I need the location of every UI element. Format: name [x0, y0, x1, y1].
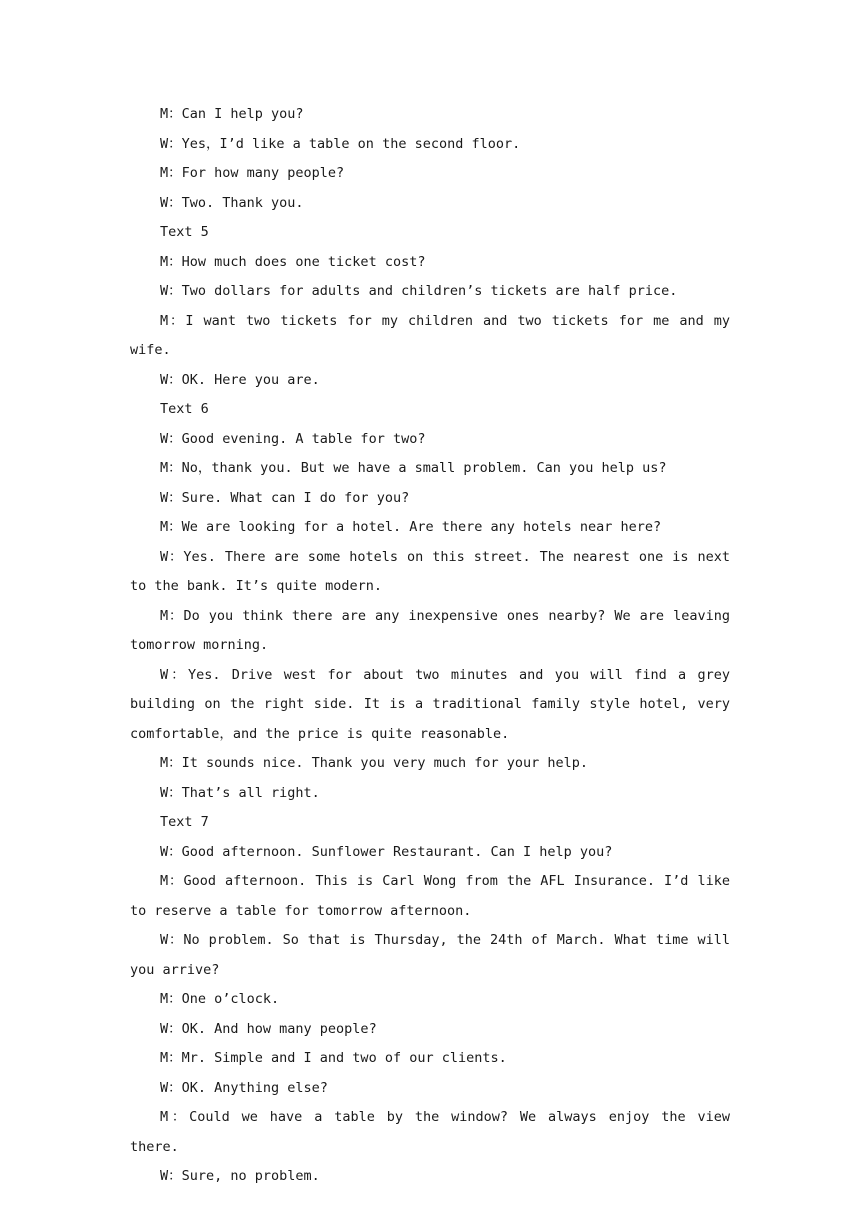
dialogue-line: M：Mr. Simple and I and two of our clients. [160, 1050, 507, 1066]
dialogue-line: W：Good afternoon. Sunflower Restaurant. Can I help you? [160, 843, 613, 860]
dialogue-line: M：For how many people? [160, 165, 345, 181]
dialogue-line: M：How much does one ticket cost? [160, 253, 426, 270]
dialogue-line: W：Good evening. A table for two? [160, 430, 426, 447]
dialogue-line: W：Yes，I’d like a table on the second floor. [160, 135, 521, 152]
dialogue-line: W：Sure, no problem. [160, 1168, 320, 1184]
transcript-body [130, 100, 730, 1192]
dialogue-line: W：Yes. Drive west for about two minutes and you will find a grey building on the right side. It is a traditional family style hotel, very comfortable，and the price is quite reasonable. [130, 666, 730, 742]
section-heading: Text 5 [160, 224, 209, 240]
dialogue-line: M：We are looking for a hotel. Are there any hotels near here? [160, 519, 662, 535]
dialogue-line: W：Sure. What can I do for you? [160, 489, 410, 506]
dialogue-line: M：It sounds nice. Thank you very much for your help. [160, 755, 589, 771]
dialogue-line: M：Can I help you? [160, 106, 304, 122]
dialogue-line: M：One o’clock. [160, 991, 280, 1007]
dialogue-line: W：Two. Thank you. [160, 194, 304, 211]
dialogue-line: W：OK. And how many people? [160, 1020, 377, 1037]
dialogue-line: M：Could we have a table by the window? We always enjoy the view there. [130, 1109, 730, 1155]
dialogue-line: W：Two dollars for adults and children’s tickets are half price. [160, 283, 678, 299]
dialogue-line: M：I want two tickets for my children and two tickets for me and my wife. [130, 312, 730, 358]
dialogue-line: W：No problem. So that is Thursday, the 24th of March. What time will you arrive? [130, 932, 730, 978]
dialogue-line: W：OK. Here you are. [160, 371, 320, 388]
dialogue-line: W：That’s all right. [160, 784, 320, 801]
dialogue-line: M：Do you think there are any inexpensive ones nearby? We are leaving tomorrow morning. [130, 607, 730, 653]
section-heading: Text 6 [160, 401, 209, 417]
dialogue-line: W：OK. Anything else? [160, 1079, 328, 1096]
dialogue-line: M：Good afternoon. This is Carl Wong from the AFL Insurance. I’d like to reserve a table for tomorrow afternoon. [130, 873, 730, 919]
dialogue-line: M：No，thank you. But we have a small problem. Can you help us? [160, 460, 667, 476]
dialogue-line: W：Yes. There are some hotels on this street. The nearest one is next to the bank. It’s quite modern. [130, 548, 730, 594]
section-heading: Text 7 [160, 814, 209, 830]
